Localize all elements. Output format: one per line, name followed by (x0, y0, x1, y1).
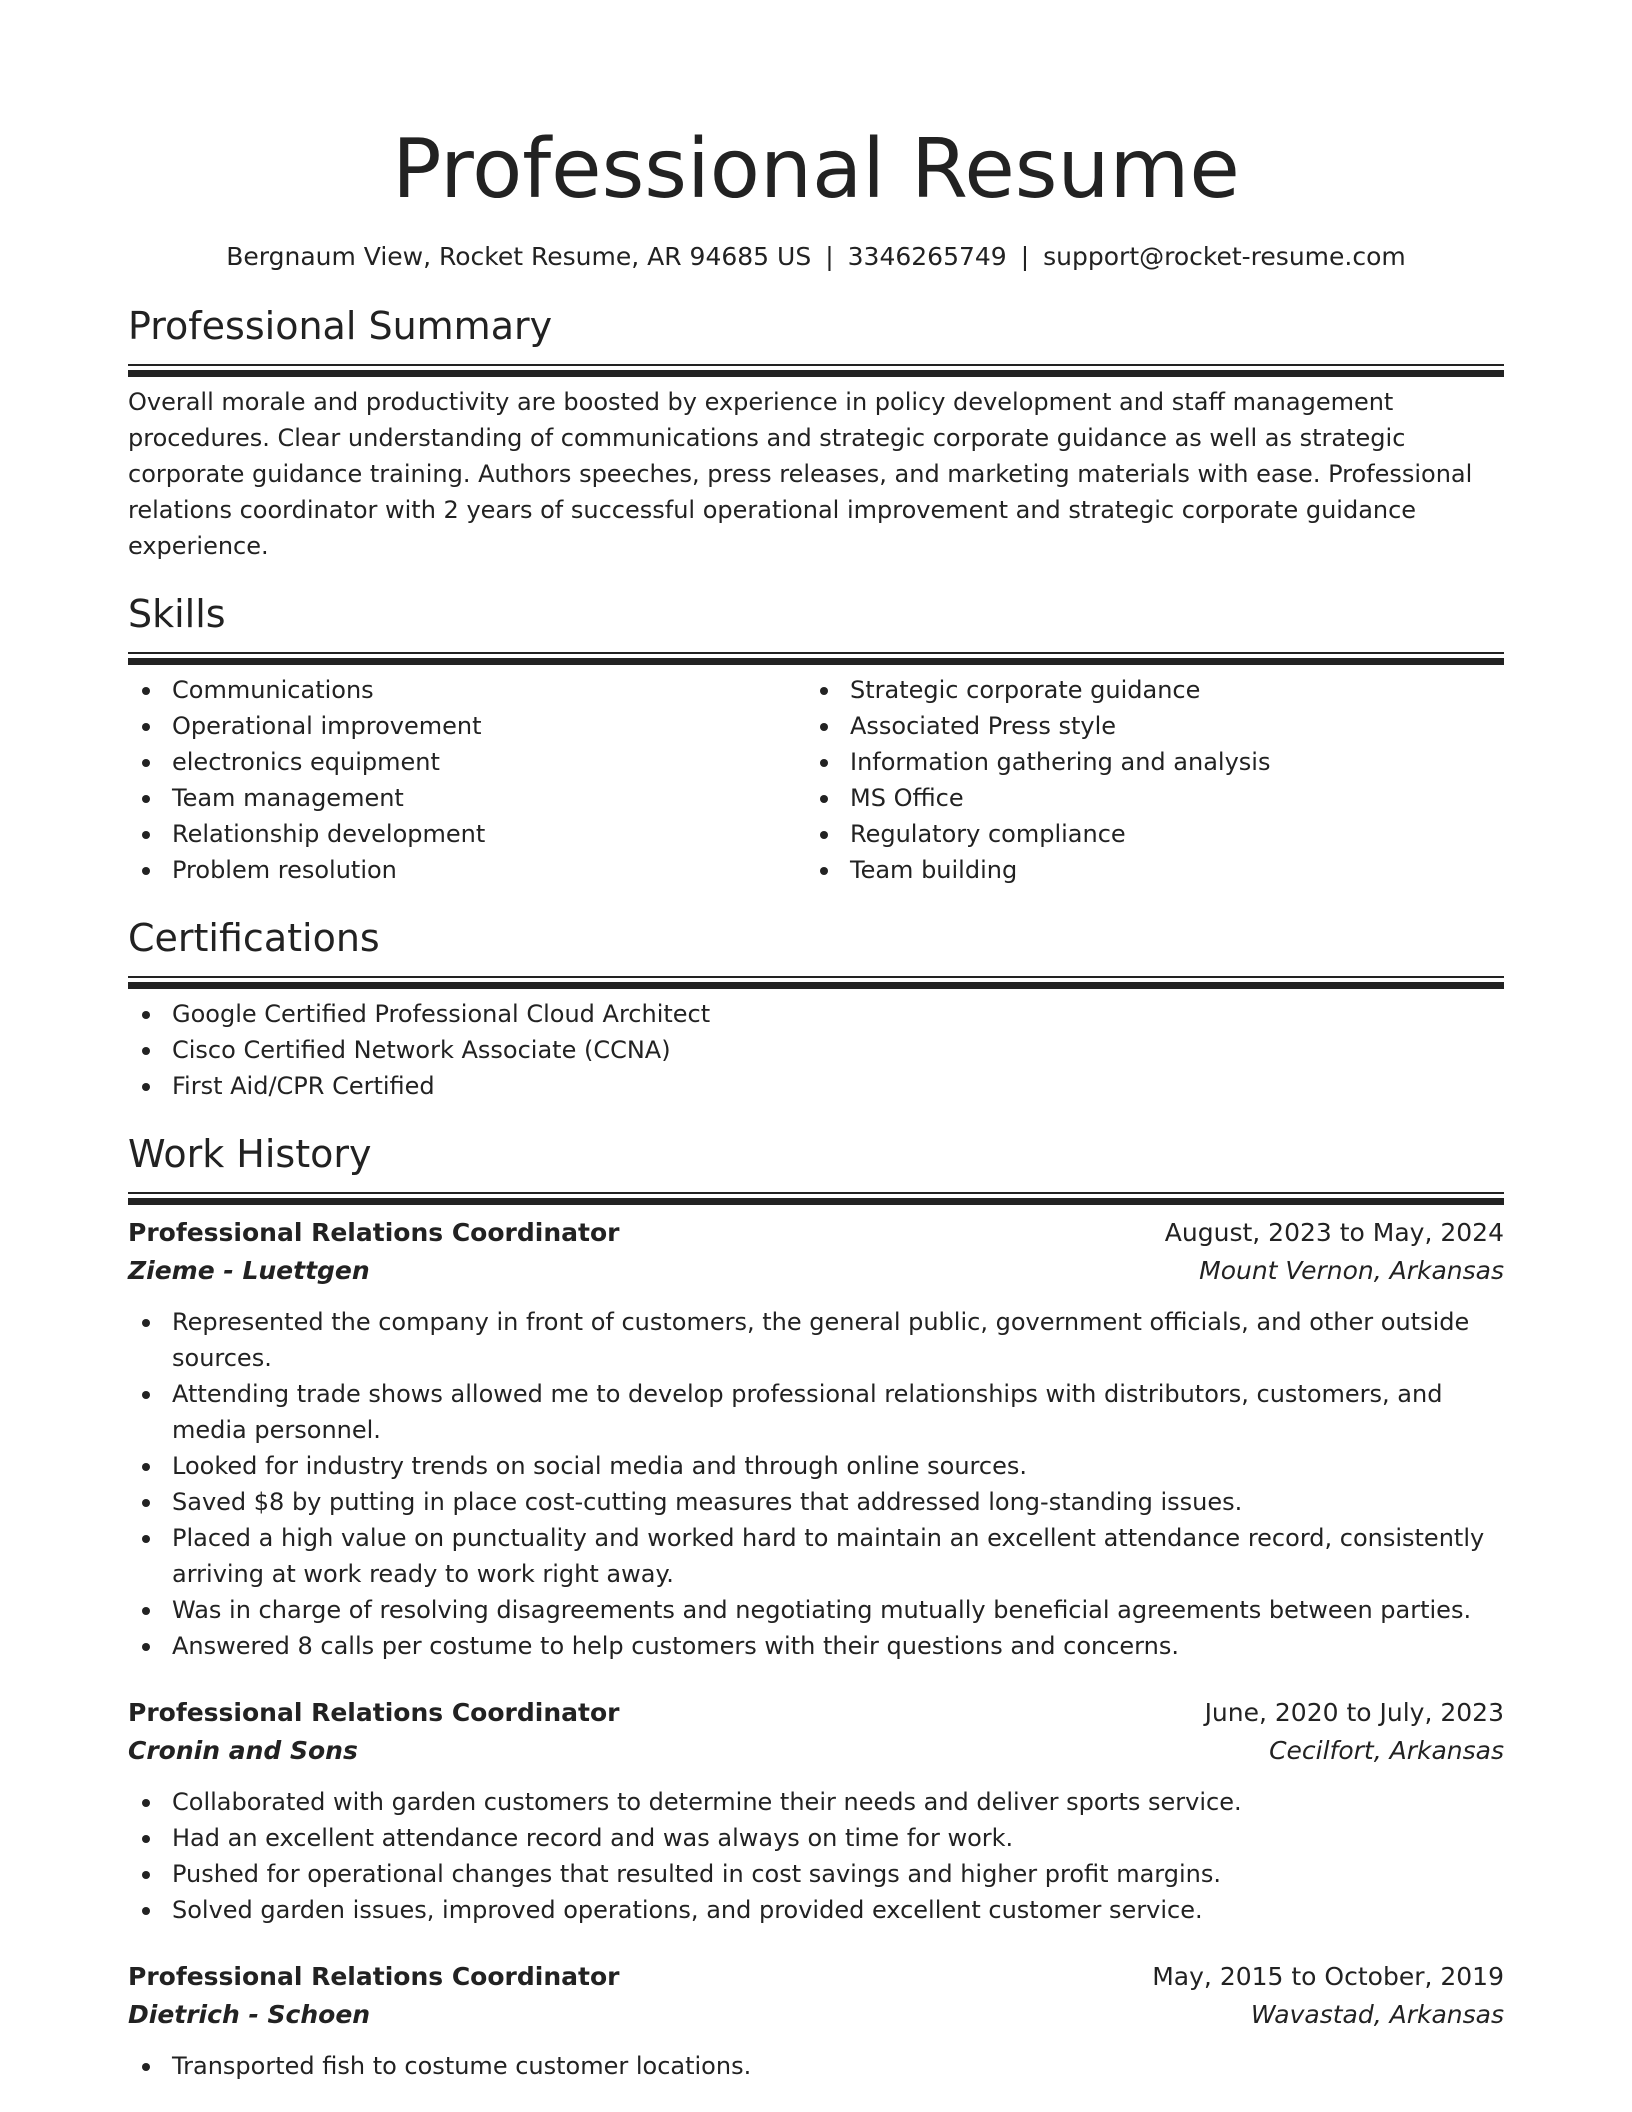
contact-separator: | (825, 242, 834, 271)
section-title-skills: Skills (128, 592, 226, 636)
work-history-section (128, 1130, 1504, 2084)
contact-phone[interactable]: 3346265749 (847, 242, 1007, 271)
skill-item: Problem resolution (128, 852, 806, 888)
section-divider (128, 976, 1504, 982)
job-company: Dietrich - Schoen (128, 2000, 371, 2029)
job-company: Zieme - Luettgen (128, 1256, 370, 1285)
job-dates: June, 2020 to July, 2023 (1204, 1698, 1504, 1727)
job-bullet: Saved $8 by putting in place cost-cutting measures that addressed long-standing issues. (128, 1484, 1504, 1520)
skill-item: Operational improvement (128, 708, 806, 744)
job-title: Professional Relations Coordinator (128, 1698, 620, 1727)
summary-section (128, 302, 1504, 564)
skill-item: Information gathering and analysis (806, 744, 1484, 780)
skill-item: electronics equipment (128, 744, 806, 780)
job-header (128, 1958, 1504, 1996)
section-title-work-history: Work History (128, 1132, 372, 1176)
job-title: Professional Relations Coordinator (128, 1962, 620, 1991)
job-header (128, 1694, 1504, 1732)
job-location: Mount Vernon, Arkansas (1199, 1256, 1504, 1285)
job-bullet: Pushed for operational changes that resulted in cost savings and higher profit margins. (128, 1856, 1504, 1892)
summary-text: Overall morale and productivity are boosted by experience in policy development and staff management procedures. Clear understanding of communications and strategic corporate guidance as well as strategic corporate guidance training. Authors speeches, press releases, and marketing materials with ease. Professional relations coordinator with 2 years of successful operational improvement and strategic corporate guidance experience. (128, 388, 1473, 560)
resume-page (128, 0, 1504, 2084)
skill-item: Associated Press style (806, 708, 1484, 744)
job-company: Cronin and Sons (128, 1736, 358, 1765)
job-location: Cecilfort, Arkansas (1269, 1736, 1504, 1765)
job-bullet: Was in charge of resolving disagreements and negotiating mutually beneficial agreements between parties. (128, 1592, 1504, 1628)
job-entry (128, 1958, 1504, 2084)
contact-email[interactable]: support@rocket-resume.com (1043, 242, 1406, 271)
skill-item: MS Office (806, 780, 1484, 816)
job-entry (128, 1694, 1504, 1928)
certification-item: First Aid/CPR Certified (128, 1068, 1504, 1104)
section-title-summary: Professional Summary (128, 304, 553, 348)
job-bullet: Answered 8 calls per costume to help customers with their questions and concerns. (128, 1628, 1504, 1664)
contact-line (128, 240, 1504, 274)
certifications-list (128, 996, 1504, 1104)
skills-list-left (128, 672, 806, 888)
job-bullets (128, 1304, 1504, 1664)
certification-item: Google Certified Professional Cloud Architect (128, 996, 1504, 1032)
skill-item: Communications (128, 672, 806, 708)
skill-item: Relationship development (128, 816, 806, 852)
certifications-section (128, 914, 1504, 1104)
job-title: Professional Relations Coordinator (128, 1218, 620, 1247)
certification-item: Cisco Certified Network Associate (CCNA) (128, 1032, 1504, 1068)
section-title-certifications: Certifications (128, 916, 380, 960)
job-bullet: Had an excellent attendance record and was always on time for work. (128, 1820, 1504, 1856)
job-header (128, 1214, 1504, 1252)
job-bullet: Transported fish to costume customer locations. (128, 2048, 1504, 2084)
job-subheader (128, 1996, 1504, 2034)
job-subheader (128, 1732, 1504, 1770)
job-bullet: Solved garden issues, improved operations, and provided excellent customer service. (128, 1892, 1504, 1928)
skills-section (128, 590, 1504, 888)
job-bullet: Collaborated with garden customers to determine their needs and deliver sports service. (128, 1784, 1504, 1820)
job-entry (128, 1214, 1504, 1664)
job-subheader (128, 1252, 1504, 1290)
job-dates: May, 2015 to October, 2019 (1152, 1962, 1504, 1991)
section-divider (128, 1192, 1504, 1198)
job-bullet: Looked for industry trends on social media and through online sources. (128, 1448, 1504, 1484)
section-divider (128, 652, 1504, 658)
job-bullets (128, 2048, 1504, 2084)
skill-item: Team management (128, 780, 806, 816)
job-location: Wavastad, Arkansas (1250, 2000, 1504, 2029)
job-bullet: Represented the company in front of customers, the general public, government officials, and other outside sources. (128, 1304, 1504, 1376)
skill-item: Regulatory compliance (806, 816, 1484, 852)
section-divider (128, 364, 1504, 370)
job-dates: August, 2023 to May, 2024 (1164, 1218, 1504, 1247)
skill-item: Team building (806, 852, 1484, 888)
job-bullets (128, 1784, 1504, 1928)
contact-separator: | (1020, 242, 1030, 271)
page-title: Professional Resume (392, 122, 1240, 217)
job-bullet: Attending trade shows allowed me to develop professional relationships with distributors, customers, and media personnel. (128, 1376, 1504, 1448)
skill-item: Strategic corporate guidance (806, 672, 1484, 708)
contact-address: Bergnaum View, Rocket Resume, AR 94685 US (226, 242, 812, 271)
skills-list-right (806, 672, 1484, 888)
skills-grid (128, 672, 1504, 888)
job-bullet: Placed a high value on punctuality and worked hard to maintain an excellent attendance record, consistently arriving at work ready to work right away. (128, 1520, 1504, 1592)
